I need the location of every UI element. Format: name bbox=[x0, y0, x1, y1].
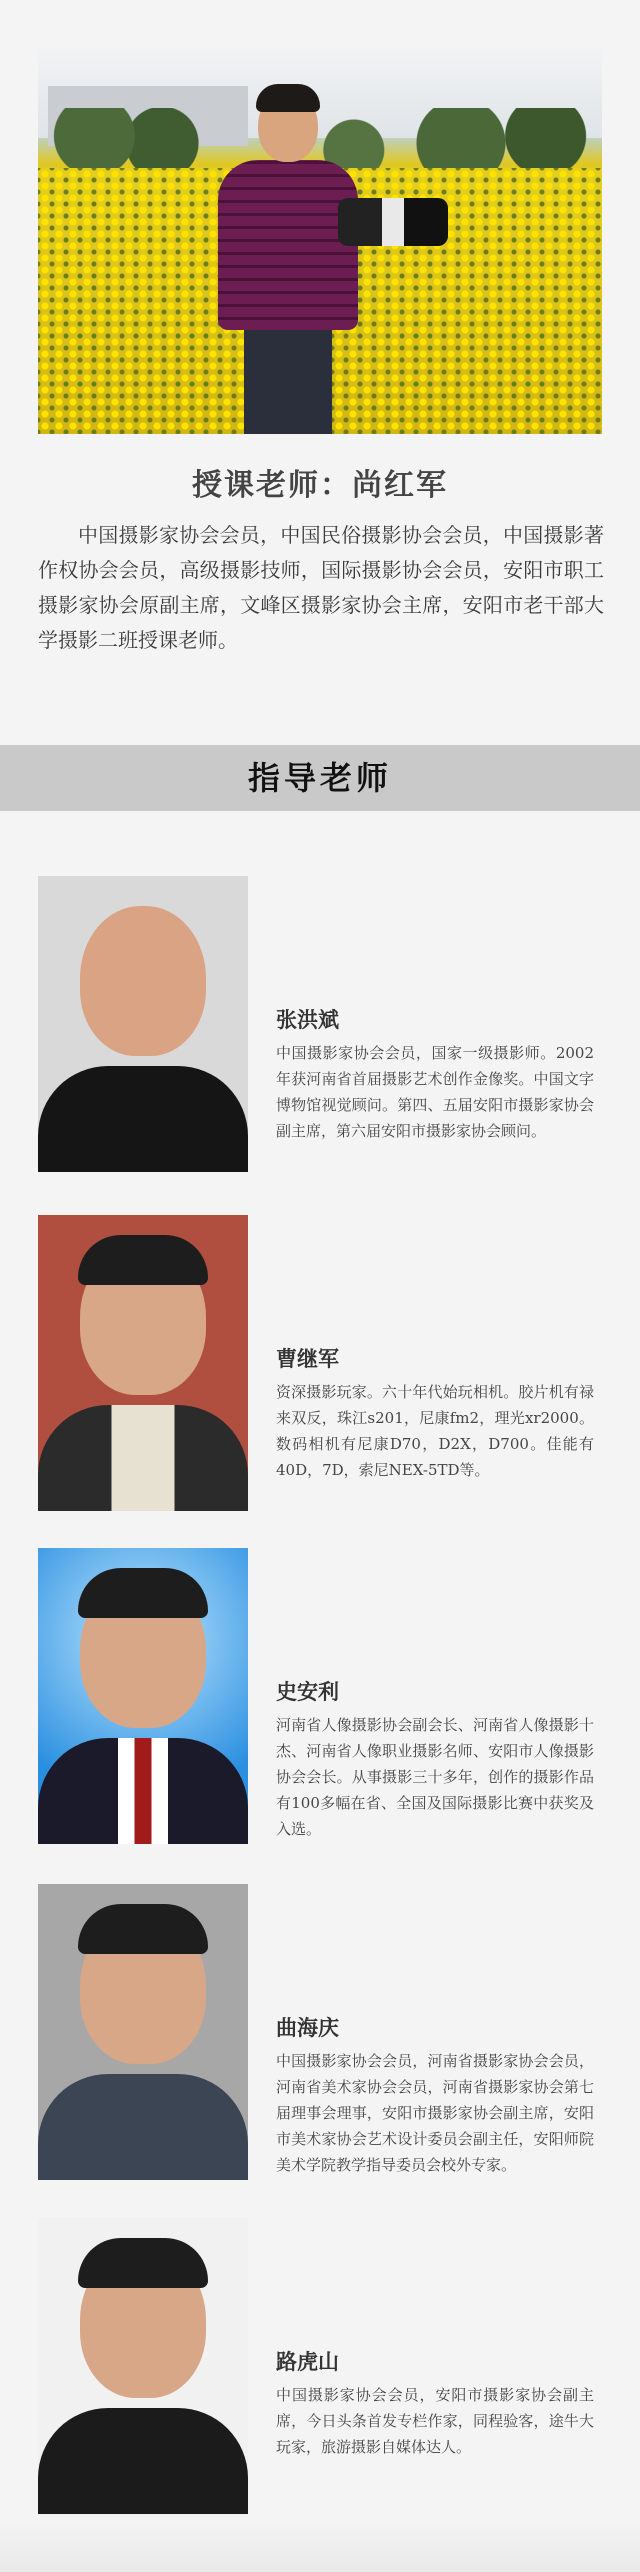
lead-teacher-intro: 中国摄影家协会会员，中国民俗摄影协会会员，中国摄影著作权协会会员，高级摄影技师，国际摄影协会会员，安阳市职工摄影家协会原副主席，文峰区摄影家协会主席，安阳市老干部大学摄影二班授课老师。 bbox=[38, 523, 604, 652]
teacher-description: 河南省人像摄影协会副会长、河南省人像摄影十杰、河南省人像职业摄影名师、安阳市人像摄影协会会长。从事摄影三十多年，创作的摄影作品有100多幅在省、全国及国际摄影比赛中获奖及入选。 bbox=[276, 1716, 594, 1838]
teacher-description: 中国摄影家协会会员，河南省摄影家协会会员，河南省美术家协会会员，河南省摄影家协会第七届理事会理事，安阳市摄影家协会副主席，安阳市美术家协会艺术设计委员会副主任，安阳师院美术学院教学指导委员会校外专家。 bbox=[276, 2052, 594, 2174]
teacher-card bbox=[38, 2218, 604, 2518]
teacher-photo bbox=[38, 2218, 248, 2514]
teacher-card bbox=[38, 1215, 604, 1515]
teacher-card bbox=[38, 876, 604, 1176]
photo-camera bbox=[338, 198, 448, 246]
teacher-photo bbox=[38, 1548, 248, 1844]
photo-person bbox=[198, 76, 378, 434]
lead-teacher-title: 授课老师：尚红军 bbox=[192, 468, 448, 503]
teacher-description: 中国摄影家协会会员，安阳市摄影家协会副主席，今日头条首发专栏作家，同程验客，途牛大玩家，旅游摄影自媒体达人。 bbox=[276, 2386, 594, 2456]
teacher-photo bbox=[38, 1215, 248, 1511]
teacher-name: 路虎山 bbox=[276, 2349, 339, 2374]
teacher-name: 张洪斌 bbox=[276, 1007, 339, 1032]
teacher-name: 曲海庆 bbox=[276, 2015, 339, 2040]
bottom-fade bbox=[0, 2520, 640, 2572]
teacher-card bbox=[38, 1548, 604, 1848]
teacher-name: 曹继军 bbox=[276, 1346, 339, 1371]
lead-teacher-photo bbox=[38, 48, 602, 434]
section-band bbox=[0, 745, 640, 811]
teacher-photo bbox=[38, 876, 248, 1172]
teacher-card bbox=[38, 1884, 604, 2184]
section-title: 指导老师 bbox=[247, 759, 392, 797]
teacher-name: 史安利 bbox=[276, 1679, 339, 1704]
teacher-description: 资深摄影玩家。六十年代始玩相机。胶片机有禄来双反，珠江s201，尼康fm2，理光xr2000。数码相机有尼康D70，D2X，D700。佳能有40D，7D，索尼NEX-5TD等。 bbox=[276, 1383, 594, 1479]
teacher-photo bbox=[38, 1884, 248, 2180]
teacher-description: 中国摄影家协会会员，国家一级摄影师。2002年获河南省首届摄影艺术创作金像奖。中国文字博物馆视觉顾问。第四、五届安阳市摄影家协会副主席，第六届安阳市摄影家协会顾问。 bbox=[276, 1044, 594, 1140]
